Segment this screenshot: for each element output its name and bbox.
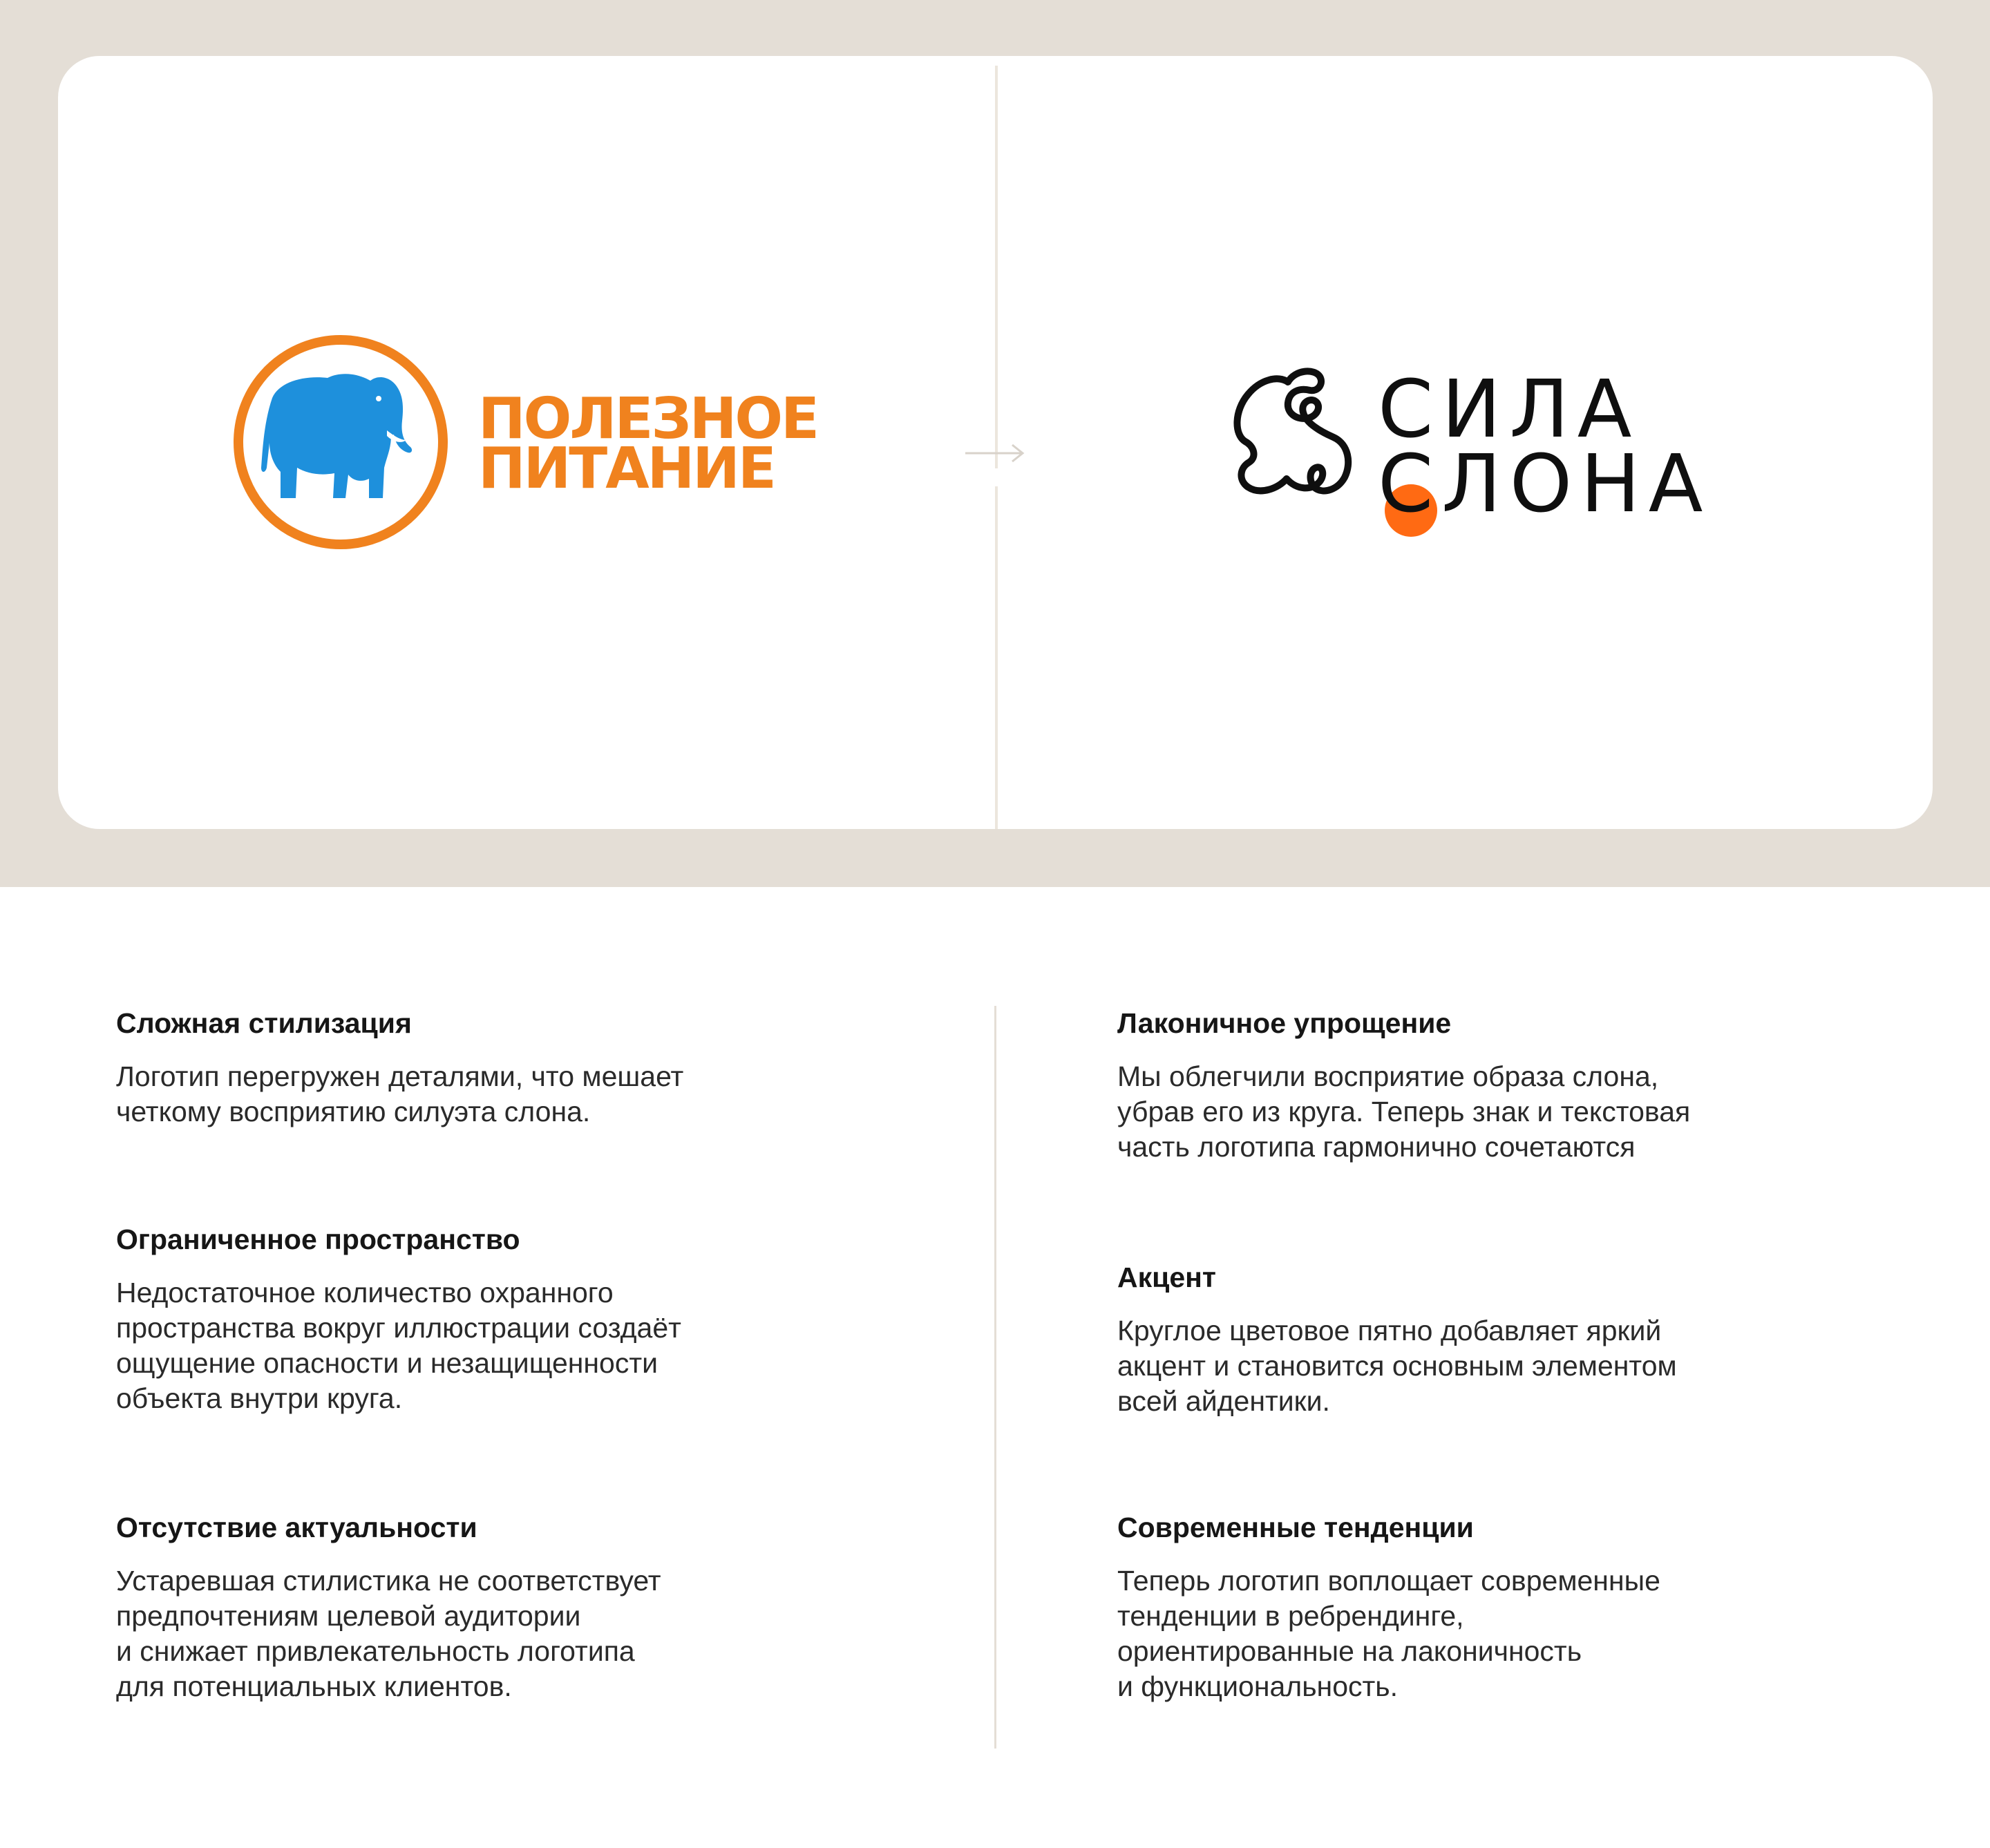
old-logo-point <box>116 1005 821 1130</box>
point-title: Современные тенденции <box>1117 1512 1474 1543</box>
point-title: Сложная стилизация <box>116 1007 412 1039</box>
card-divider <box>995 486 998 829</box>
new-logo <box>1233 360 1772 553</box>
point-text: Теперь логотип воплощает современные тенденции в ребрендинге, ориентированные на лаконичность и функциональность. <box>1117 1565 1660 1702</box>
card-divider <box>995 66 998 468</box>
point-text: Устаревшая стилистика не соответствует предпочтениям целевой аудитории и снижает привлекательность логотипа для потенциальных клиентов. <box>116 1565 661 1702</box>
point-text: Недостаточное количество охранного пространства вокруг иллюстрации создаёт ощущение опасности и незащищенности объекта внутри круга. <box>116 1277 681 1414</box>
elephant-outline-icon <box>1233 360 1357 519</box>
columns-divider <box>994 1006 996 1749</box>
point-title: Ограниченное пространство <box>116 1223 520 1255</box>
logo-comparison-card <box>58 56 1933 829</box>
new-logo-point <box>1117 1259 1822 1419</box>
point-title: Отсутствие актуальности <box>116 1512 477 1543</box>
point-text: Логотип перегружен деталями, что мешает четкому восприятию силуэта слона. <box>116 1060 684 1127</box>
old-logo-line1: ПОЛЕЗНОЕ <box>478 386 818 452</box>
new-logo-point <box>1117 1509 1822 1704</box>
point-text: Круглое цветовое пятно добавляет яркий акцент и становится основным элементом всей айдентики. <box>1117 1315 1677 1417</box>
point-text: Мы облегчили восприятие образа слона, убрав его из круга. Теперь знак и текстовая часть логотипа гармонично сочетаются <box>1117 1060 1691 1163</box>
old-logo-point <box>116 1509 821 1704</box>
new-logo-point <box>1117 1005 1822 1165</box>
old-logo <box>231 332 853 553</box>
new-logo-wordmark <box>1378 363 1712 531</box>
new-logo-line2: СЛОНА <box>1378 438 1712 531</box>
old-logo-wordmark <box>478 386 818 502</box>
point-title: Лаконичное упрощение <box>1117 1007 1452 1039</box>
point-title: Акцент <box>1117 1261 1216 1293</box>
old-logo-line2: ПИТАНИЕ <box>478 436 775 502</box>
old-logo-point <box>116 1221 821 1416</box>
new-logo-line1: СИЛА <box>1378 363 1640 456</box>
elephant-in-circle-icon <box>231 332 451 552</box>
arrow-right-icon <box>964 443 1025 464</box>
logo-comparison-band <box>0 0 1990 887</box>
